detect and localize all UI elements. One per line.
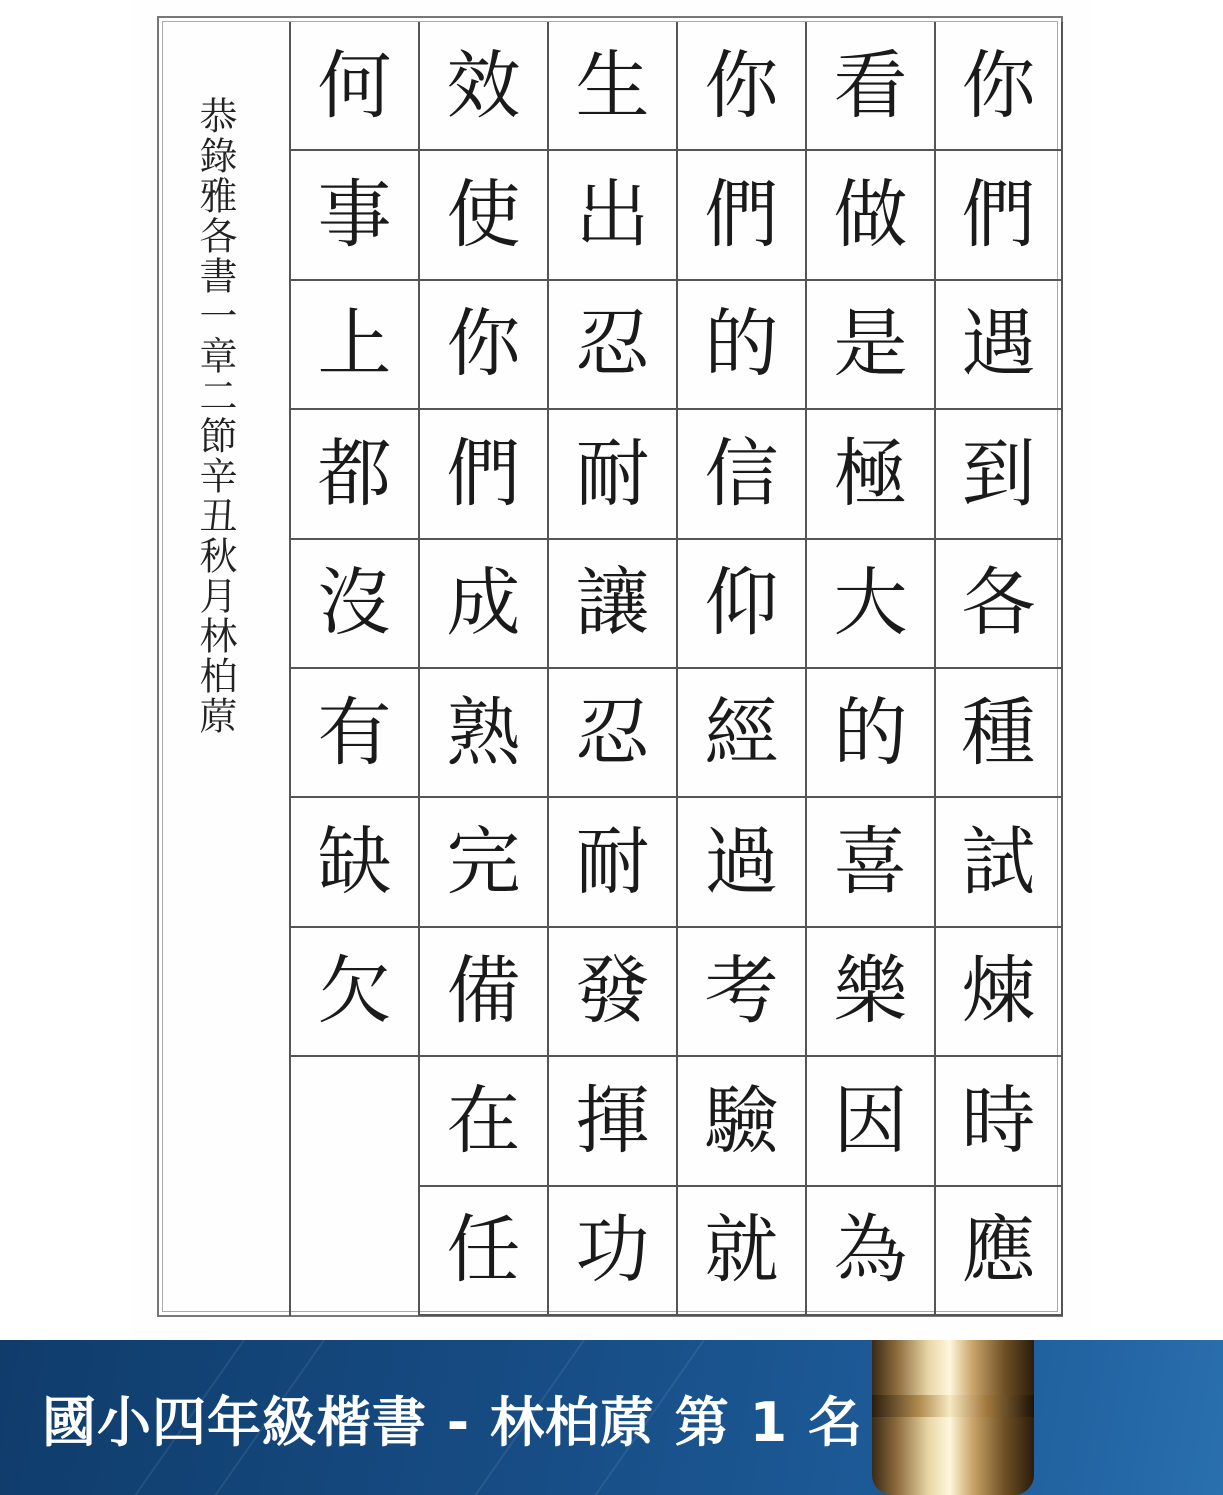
grid-cell: 你	[678, 22, 805, 151]
grid-cell: 使	[420, 151, 547, 280]
grid-cell: 耐	[549, 798, 676, 927]
grid-cell: 生	[549, 22, 676, 151]
grid-cell: 發	[549, 928, 676, 1057]
grid-cell: 驗	[678, 1057, 805, 1186]
grid-cell: 忍	[549, 281, 676, 410]
grid-cell: 有	[291, 669, 418, 798]
grid-cell: 做	[807, 151, 934, 280]
grid-cell: 上	[291, 281, 418, 410]
grid-cell: 效	[420, 22, 547, 151]
grid-cell: 都	[291, 410, 418, 539]
grid-cell: 們	[678, 151, 805, 280]
grid-cell: 功	[549, 1187, 676, 1316]
grid-cell: 忍	[549, 669, 676, 798]
grid-cell: 到	[936, 410, 1061, 539]
grid-cell: 喜	[807, 798, 934, 927]
grid-cell: 時	[936, 1057, 1061, 1186]
grid-column	[934, 22, 1063, 1316]
grid-cell	[291, 1057, 418, 1186]
grid-cell: 試	[936, 798, 1061, 927]
grid-cell: 遇	[936, 281, 1061, 410]
grid-cell: 在	[420, 1057, 547, 1186]
grid-cell: 經	[678, 669, 805, 798]
grid-cell: 耐	[549, 410, 676, 539]
grid-cell: 信	[678, 410, 805, 539]
grid-cell: 們	[420, 410, 547, 539]
grid-cell: 大	[807, 540, 934, 669]
grid-cell: 沒	[291, 540, 418, 669]
grid-cell: 種	[936, 669, 1061, 798]
grid-column	[418, 22, 547, 1316]
calligraphy-grid	[289, 22, 1063, 1316]
grid-cell: 們	[936, 151, 1061, 280]
grid-cell: 成	[420, 540, 547, 669]
grid-cell: 各	[936, 540, 1061, 669]
grid-cell: 你	[936, 22, 1061, 151]
grid-column	[805, 22, 934, 1316]
grid-cell: 就	[678, 1187, 805, 1316]
grid-cell: 是	[807, 281, 934, 410]
grid-cell: 出	[549, 151, 676, 280]
grid-cell: 應	[936, 1187, 1061, 1316]
grid-cell: 考	[678, 928, 805, 1057]
grid-cell: 仰	[678, 540, 805, 669]
grid-cell: 何	[291, 22, 418, 151]
grid-cell: 缺	[291, 798, 418, 927]
grid-cell: 為	[807, 1187, 934, 1316]
inscription-signature: 恭錄雅各書一章二節辛丑秋月林柏蒝	[193, 96, 237, 736]
grid-column	[547, 22, 676, 1316]
grid-cell: 看	[807, 22, 934, 151]
pen-band-image	[872, 1395, 1034, 1417]
grid-cell: 欠	[291, 928, 418, 1057]
grid-cell: 事	[291, 151, 418, 280]
grid-cell: 的	[678, 281, 805, 410]
banner-title: 國小四年級楷書 - 林柏蒝 第 1 名	[42, 1391, 863, 1454]
award-banner	[0, 1340, 1223, 1495]
grid-cell: 因	[807, 1057, 934, 1186]
grid-cell: 熟	[420, 669, 547, 798]
grid-cell: 的	[807, 669, 934, 798]
grid-cell: 任	[420, 1187, 547, 1316]
grid-cell: 樂	[807, 928, 934, 1057]
grid-cell: 你	[420, 281, 547, 410]
grid-cell: 過	[678, 798, 805, 927]
grid-column	[289, 22, 418, 1316]
grid-cell: 讓	[549, 540, 676, 669]
grid-cell: 揮	[549, 1057, 676, 1186]
fountain-pen-image	[872, 1340, 1034, 1495]
grid-cell: 完	[420, 798, 547, 927]
grid-cell: 煉	[936, 928, 1061, 1057]
grid-column	[676, 22, 805, 1316]
grid-cell: 備	[420, 928, 547, 1057]
grid-cell: 極	[807, 410, 934, 539]
grid-cell	[291, 1187, 418, 1316]
